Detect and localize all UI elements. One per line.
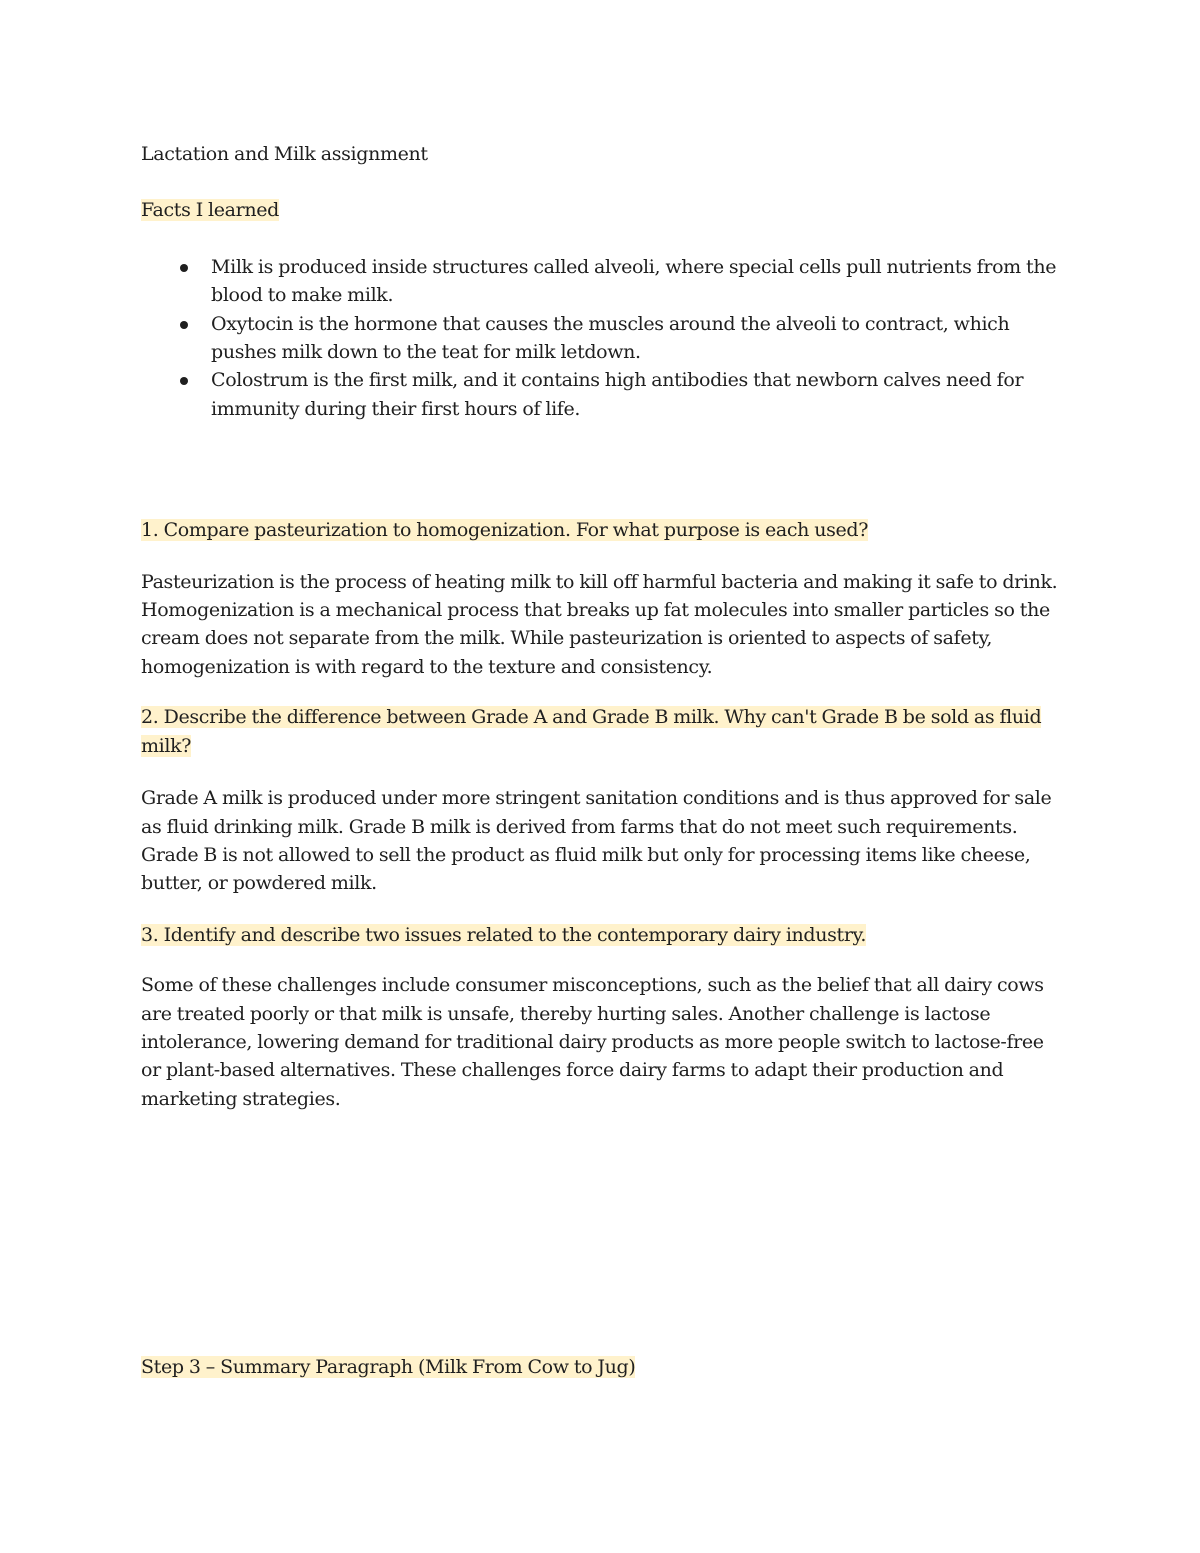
list-item <box>141 366 1066 423</box>
question-3-text: 3. Identify and describe two issues related to the contemporary dairy industry. <box>141 923 867 946</box>
answer-2: Grade A milk is produced under more stringent sanitation conditions and is thus approved for sale as fluid drinking milk. Grade B milk is derived from farms that do not meet such requirements. Grade B is not allowed to sell the product as fluid milk but only for processing items like cheese, butter, or powdered milk. <box>141 787 1052 895</box>
list-item <box>141 253 1066 310</box>
question-2 <box>141 703 1066 760</box>
bullet-icon <box>180 264 188 272</box>
fact-text: Milk is produced inside structures called alveoli, where special cells pull nutrients from the blood to make milk. <box>211 255 1057 307</box>
fact-text: Oxytocin is the hormone that causes the muscles around the alveoli to contract, which pushes milk down to the teat for milk letdown. <box>211 312 1010 364</box>
question-1-text: 1. Compare pasteurization to homogenization. For what purpose is each used? <box>141 519 869 542</box>
question-2-text: 2. Describe the difference between Grade A and Grade B milk. Why can't Grade B be sold as fluid milk? <box>141 706 1042 757</box>
document-title: Lactation and Milk assignment <box>141 143 428 165</box>
answer-1: Pasteurization is the process of heating milk to kill off harmful bacteria and making it safe to drink. Homogenization is a mechanical process that breaks up fat molecules into smaller particles so the cream does not separate from the milk. While pasteurization is oriented to aspects of safety, homogenization is with regard to the texture and consistency. <box>141 570 1058 678</box>
fact-text: Colostrum is the first milk, and it contains high antibodies that newborn calves need for immunity during their first hours of life. <box>211 369 1024 420</box>
facts-list <box>141 253 1066 423</box>
facts-heading-text: Facts I learned <box>141 199 279 222</box>
step-3-heading-text: Step 3 – Summary Paragraph (Milk From Cow to Jug) <box>141 1356 636 1378</box>
answer-3: Some of these challenges include consumer misconceptions, such as the belief that all dairy cows are treated poorly or that milk is unsafe, thereby hurting sales. Another challenge is lactose intolerance, lowering demand for traditional dairy products as more people switch to lactose-free or plant-based alternatives. These challenges force dairy farms to adapt their production and marketing strategies. <box>141 974 1044 1110</box>
step-3-heading <box>141 1353 635 1381</box>
document-body <box>141 140 1066 1113</box>
list-item <box>141 310 1066 367</box>
bullet-icon <box>180 321 188 329</box>
question-1 <box>141 516 1066 544</box>
question-3 <box>141 921 1066 949</box>
facts-heading <box>141 196 1066 224</box>
bullet-icon <box>180 377 188 385</box>
